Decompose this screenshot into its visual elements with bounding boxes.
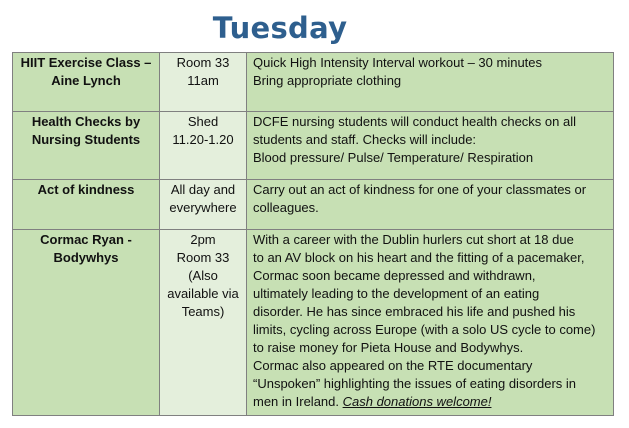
schedule-table <box>12 52 614 416</box>
event-description-line: Cormac also appeared on the RTE documentary <box>253 358 533 373</box>
table-row <box>13 53 614 112</box>
event-description-line: Cormac soon became depressed and withdrawn, <box>253 268 536 283</box>
event-location-line: Teams) <box>181 304 225 319</box>
event-location-line: Shed <box>187 114 219 129</box>
event-name-line: Nursing Students <box>31 132 141 147</box>
event-location-line: All day and <box>170 182 236 197</box>
event-name-cell <box>13 53 160 112</box>
event-description-cell <box>247 230 614 416</box>
event-location-line: Room 33 <box>176 250 230 265</box>
event-location-line: (Also <box>188 268 218 283</box>
event-description-cell <box>247 180 614 230</box>
event-location-line: 11am <box>187 73 219 88</box>
event-name-line: Act of kindness <box>37 182 135 197</box>
event-description-line: colleagues. <box>253 200 319 215</box>
event-name-cell <box>13 112 160 180</box>
event-location-cell <box>160 112 247 180</box>
event-description-line: Quick High Intensity Interval workout – 30 minutes <box>253 55 543 70</box>
event-name-cell <box>13 180 160 230</box>
event-name-line: Cormac Ryan - <box>40 232 132 247</box>
cash-donations-note: Cash donations welcome! <box>342 394 492 409</box>
event-description-line: Bring appropriate clothing <box>253 73 402 88</box>
event-location-cell <box>160 230 247 416</box>
event-description-line: disorder. He has since embraced his life and pushed his <box>253 304 576 319</box>
event-description-line: to raise money for Pieta House and Bodywhys. <box>253 340 524 355</box>
table-row <box>13 112 614 180</box>
event-location-line: available via <box>167 286 239 301</box>
event-location-line: Room 33 <box>176 55 230 70</box>
event-location-cell <box>160 53 247 112</box>
event-location-line: 2pm <box>190 232 216 247</box>
event-name-line: HIIT Exercise Class – <box>20 55 152 70</box>
page-title: Tuesday <box>212 11 348 45</box>
table-row <box>13 230 614 416</box>
event-description-line: limits, cycling across Europe (with a solo US cycle to come) <box>253 322 596 337</box>
event-description-line: With a career with the Dublin hurlers cut short at 18 due <box>253 232 574 247</box>
event-description-line <box>253 393 607 411</box>
event-description-cell <box>247 112 614 180</box>
event-description-line: ultimately leading to the development of an eating <box>253 286 540 301</box>
event-description-line: to an AV block on his heart and the fitting of a pacemaker, <box>253 250 585 265</box>
event-name-line: Health Checks by <box>31 114 141 129</box>
event-name-line: Bodywhys <box>53 250 119 265</box>
event-name-line: Aine Lynch <box>51 73 121 88</box>
table-row <box>13 180 614 230</box>
event-description-text: men in Ireland. <box>253 394 343 409</box>
event-description-line: “Unspoken” highlighting the issues of eating disorders in <box>253 376 577 391</box>
event-location-line: everywhere <box>169 200 237 215</box>
event-description-line: students and staff. Checks will include: <box>253 132 477 147</box>
event-location-cell <box>160 180 247 230</box>
event-location-line: 11.20-1.20 <box>172 132 234 147</box>
event-description-cell <box>247 53 614 112</box>
event-description-line: DCFE nursing students will conduct health checks on all <box>253 114 576 129</box>
event-description-line: Blood pressure/ Pulse/ Temperature/ Respiration <box>253 150 534 165</box>
event-name-cell <box>13 230 160 416</box>
event-description-line: Carry out an act of kindness for one of your classmates or <box>253 182 587 197</box>
